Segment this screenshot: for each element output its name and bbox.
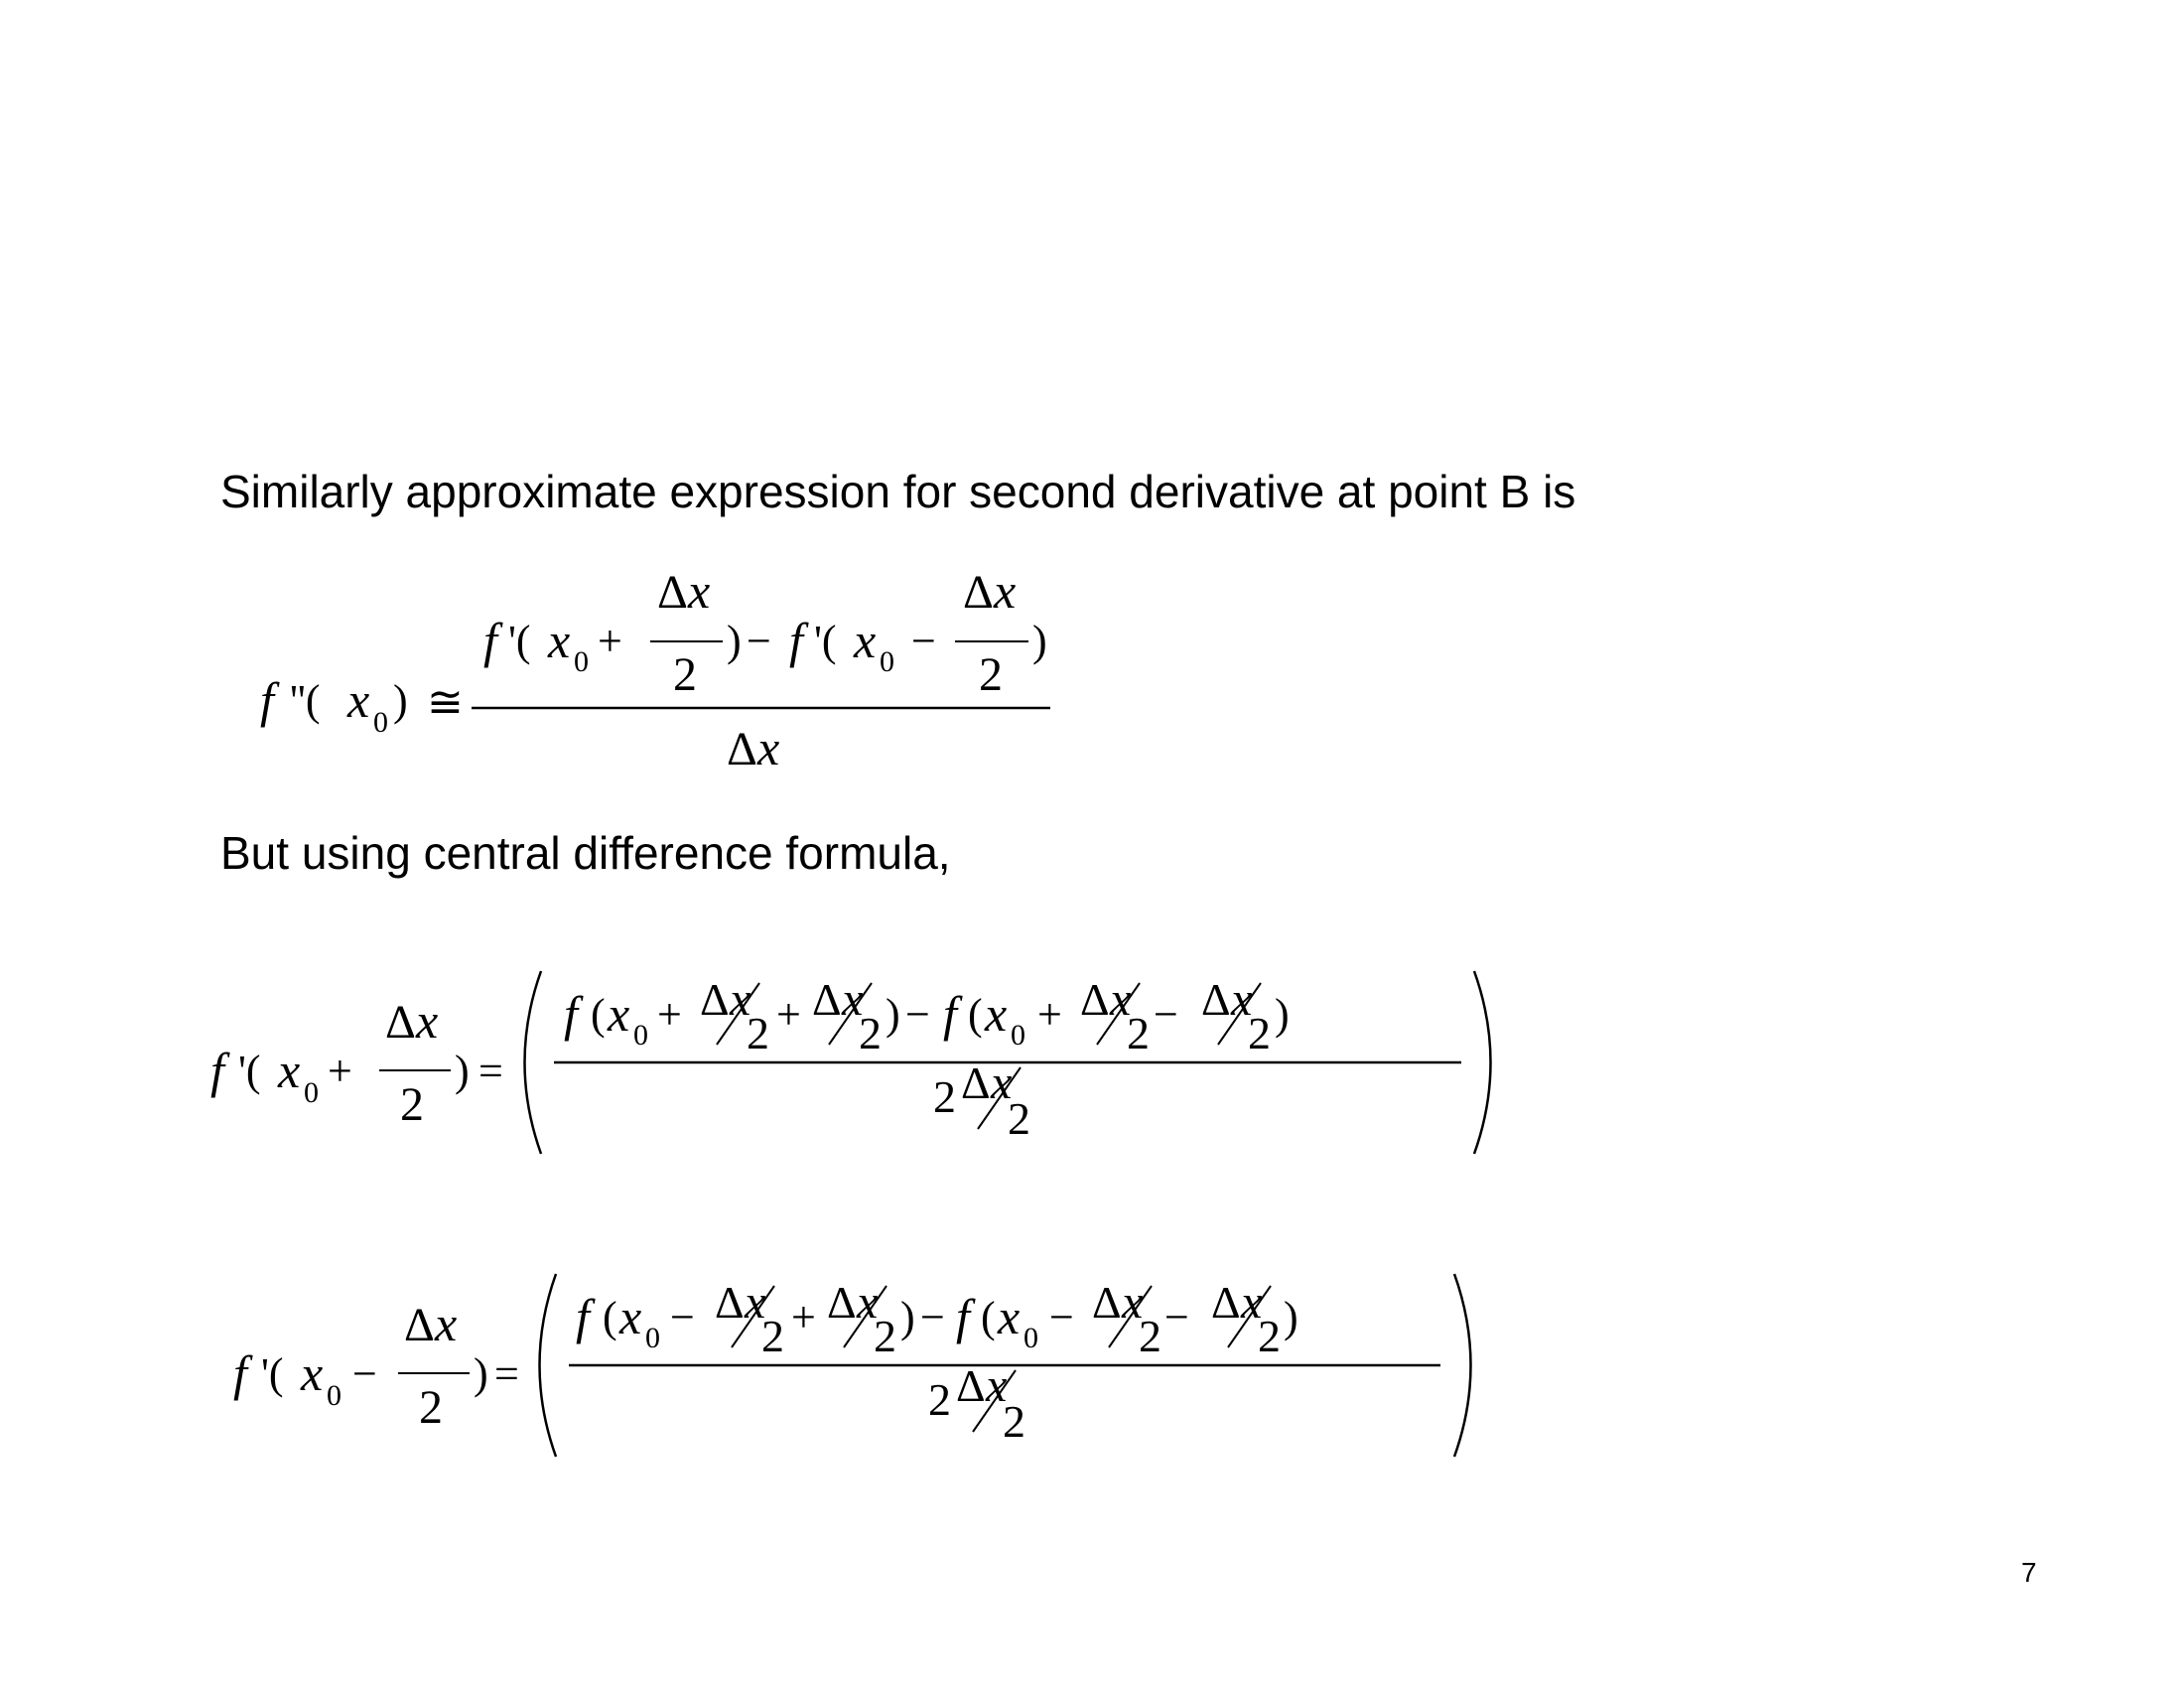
svg-text:+: + [328, 1047, 352, 1095]
svg-text:): ) [1284, 1293, 1298, 1341]
svg-text:+: + [1037, 990, 1062, 1039]
svg-text:−: − [1154, 990, 1178, 1039]
svg-text:x: x [301, 1345, 324, 1401]
svg-text:2: 2 [1248, 1008, 1271, 1058]
svg-text:): ) [900, 1293, 915, 1341]
svg-text:f: f [233, 1345, 247, 1401]
svg-text:f: f [956, 1289, 970, 1344]
svg-text:): ) [393, 676, 408, 725]
svg-text:x: x [991, 1056, 1013, 1109]
svg-text:): ) [886, 990, 900, 1039]
svg-text:x: x [730, 973, 751, 1026]
svg-text:2: 2 [933, 1071, 956, 1122]
central-difference-text: But using central difference formula, [220, 827, 951, 879]
svg-text:Δ: Δ [404, 1299, 435, 1351]
svg-text:−: − [905, 990, 930, 1039]
equation-backward-half [213, 1266, 1494, 1484]
svg-text:+: + [776, 990, 801, 1039]
svg-text:x: x [985, 986, 1008, 1042]
svg-text:≅: ≅ [427, 678, 464, 727]
svg-text:=: = [478, 1047, 503, 1095]
svg-text:x: x [986, 1359, 1008, 1412]
svg-text:2: 2 [1008, 1093, 1030, 1144]
svg-text:Δ: Δ [700, 974, 730, 1025]
svg-text:'(: '( [508, 617, 531, 665]
svg-text:2: 2 [761, 1311, 784, 1361]
svg-text:2: 2 [1258, 1311, 1281, 1361]
svg-text:Δ: Δ [963, 566, 994, 619]
svg-text:x: x [745, 1276, 766, 1329]
svg-text:Δ: Δ [812, 974, 842, 1025]
svg-text:f: f [210, 1043, 224, 1098]
svg-text:x: x [608, 986, 630, 1042]
svg-text:): ) [727, 617, 742, 665]
equation-forward-half-render [199, 963, 1509, 1182]
svg-text:2: 2 [928, 1374, 951, 1425]
svg-text:x: x [1122, 1276, 1144, 1329]
svg-text:2: 2 [979, 648, 1003, 701]
svg-text:x: x [347, 672, 370, 728]
svg-text:): ) [1275, 990, 1290, 1039]
svg-text:x: x [854, 613, 877, 668]
svg-text:Δ: Δ [727, 723, 757, 775]
svg-text:x: x [1231, 973, 1253, 1026]
svg-text:x: x [435, 1296, 458, 1351]
svg-text:x: x [688, 563, 711, 619]
svg-text:f: f [260, 672, 274, 728]
svg-text:Δ: Δ [1211, 1277, 1241, 1328]
equation-second-derivative [248, 556, 1062, 794]
svg-text:0: 0 [633, 1019, 648, 1052]
svg-text:): ) [474, 1349, 488, 1398]
svg-text:'(: '( [814, 617, 837, 665]
equation-forward-half [199, 963, 1509, 1182]
svg-text:f: f [483, 613, 497, 668]
svg-text:+: + [791, 1293, 816, 1341]
svg-text:2: 2 [673, 648, 697, 701]
svg-text:0: 0 [327, 1379, 341, 1412]
svg-text:): ) [455, 1047, 470, 1095]
svg-text:=: = [494, 1349, 519, 1398]
svg-text:−: − [920, 1293, 945, 1341]
svg-text:x: x [994, 563, 1017, 619]
svg-text:Δ: Δ [1080, 974, 1110, 1025]
svg-text:'(: '( [238, 1047, 261, 1095]
svg-text:−: − [911, 617, 936, 665]
equation-backward-half-render [213, 1266, 1494, 1484]
svg-text:f: f [943, 986, 957, 1042]
svg-text:2: 2 [419, 1381, 443, 1434]
svg-text:Δ: Δ [657, 566, 688, 619]
svg-text:−: − [747, 617, 771, 665]
svg-text:0: 0 [304, 1076, 319, 1109]
svg-text:Δ: Δ [385, 996, 416, 1049]
svg-text:2: 2 [1003, 1396, 1025, 1447]
svg-text:x: x [998, 1289, 1021, 1344]
svg-text:−: − [1164, 1293, 1189, 1341]
svg-text:(: ( [981, 1293, 996, 1341]
svg-text:(: ( [603, 1293, 617, 1341]
svg-text:0: 0 [645, 1322, 660, 1354]
svg-text:Δ: Δ [961, 1057, 991, 1108]
svg-text:x: x [548, 613, 571, 668]
svg-text:−: − [352, 1349, 377, 1398]
svg-text:x: x [278, 1043, 301, 1098]
svg-text:+: + [657, 990, 682, 1039]
svg-text:0: 0 [1024, 1322, 1038, 1354]
svg-text:0: 0 [880, 645, 894, 678]
svg-text:x: x [1241, 1276, 1263, 1329]
svg-text:x: x [757, 720, 780, 775]
svg-text:Δ: Δ [715, 1277, 745, 1328]
svg-text:x: x [842, 973, 864, 1026]
svg-text:''(: ''( [290, 676, 321, 725]
svg-text:f: f [564, 986, 578, 1042]
svg-text:2: 2 [874, 1311, 896, 1361]
svg-text:): ) [1032, 617, 1047, 665]
svg-text:2: 2 [400, 1078, 424, 1131]
svg-text:x: x [619, 1289, 642, 1344]
svg-text:f: f [576, 1289, 590, 1344]
equation-second-derivative-render [248, 556, 1062, 794]
intro-text: Similarly approximate expression for second derivative at point B is [220, 466, 1576, 517]
svg-text:2: 2 [1127, 1008, 1150, 1058]
svg-text:Δ: Δ [1092, 1277, 1122, 1328]
svg-text:+: + [598, 617, 622, 665]
svg-text:x: x [416, 993, 439, 1049]
svg-text:f: f [789, 613, 803, 668]
page-number: 7 [2021, 1557, 2037, 1588]
svg-text:2: 2 [859, 1008, 882, 1058]
svg-text:0: 0 [1011, 1019, 1025, 1052]
svg-text:x: x [1110, 973, 1132, 1026]
svg-text:'(: '( [261, 1349, 284, 1398]
svg-text:−: − [670, 1293, 695, 1341]
svg-text:Δ: Δ [1201, 974, 1231, 1025]
svg-text:(: ( [968, 990, 983, 1039]
svg-text:0: 0 [373, 706, 388, 739]
svg-text:2: 2 [1139, 1311, 1161, 1361]
svg-text:Δ: Δ [827, 1277, 857, 1328]
svg-text:−: − [1049, 1293, 1074, 1341]
svg-text:x: x [857, 1276, 879, 1329]
svg-text:2: 2 [747, 1008, 769, 1058]
svg-text:(: ( [591, 990, 606, 1039]
svg-text:Δ: Δ [956, 1360, 986, 1411]
svg-text:0: 0 [574, 645, 589, 678]
